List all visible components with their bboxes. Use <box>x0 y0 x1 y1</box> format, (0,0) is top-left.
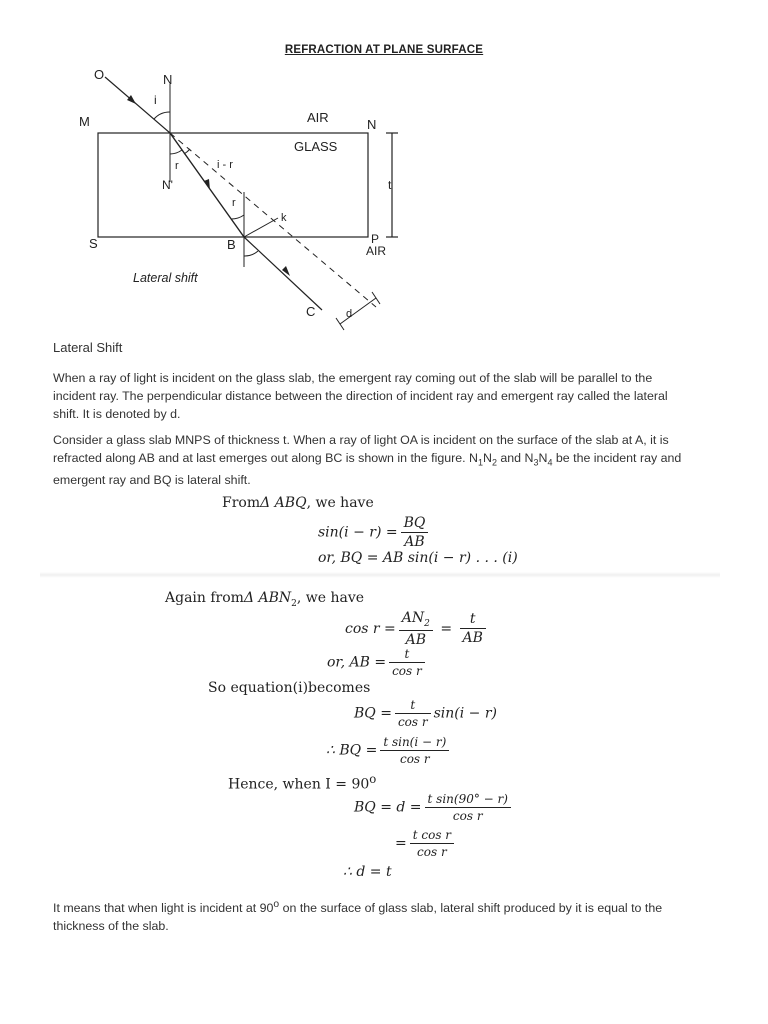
label-n-right: N <box>367 117 377 132</box>
label-r-mid: r <box>232 197 236 209</box>
diagram-caption: Lateral shift <box>133 271 198 285</box>
label-k: k <box>281 212 287 224</box>
label-o: O <box>94 67 105 82</box>
label-n-top: N <box>163 72 173 87</box>
label-c: C <box>306 304 316 319</box>
label-s: S <box>89 236 98 251</box>
math-bq-equals-d: BQ = d = $\frac{\text{t sin(90° − r)}}{\text{cos r}}$ <box>354 792 514 823</box>
incident-ray <box>105 77 170 133</box>
label-i-minus-r: i - r <box>217 159 233 171</box>
math-cos-ratio: cos r = $\frac{AN_2}{AB}$ = $\frac{t}{AB}$ <box>345 610 489 648</box>
label-n-prime: N' <box>162 178 173 192</box>
paragraph-consider-slab: Consider a glass slab MNPS of thickness t. When a ray of light OA is incident on the surface of the slab at A, it is refracted along AB and at last emerges out along BC is shown in the figure. $N_1N_2$ and $N_3N_4$ be the incident ray and emergent ray and BQ is lateral shift. <box>53 433 682 488</box>
label-t: t <box>388 178 392 192</box>
label-b: B <box>227 237 236 252</box>
math-again-from: Again fromΔ $ABN_2$, we have <box>165 590 365 609</box>
paragraph-lateral-shift-definition: When a ray of light is incident on the glass slab, the emergent ray coming out of the slab will be parallel to the incident ray. The perpendicular distance between the direction of incident ray and emergent ray called the lateral shift. It is denoted by d. <box>53 371 668 421</box>
math-t-cos-ratio: = $\frac{\text{t cos r}}{\text{cos r}}$ <box>395 828 457 859</box>
math-bq-substituted: BQ = $\frac{t}{\text{cos r}}$ sin(i − r) <box>354 698 498 729</box>
math-or-ab: or, AB = $\frac{t}{\text{cos r}}$ <box>327 647 428 678</box>
incident-extension <box>170 133 376 307</box>
math-so-equation: So equation(i)becomes <box>208 680 371 696</box>
label-i: i <box>154 93 157 107</box>
lateral-shift-diagram <box>70 62 430 332</box>
math-or-bq: or, BQ = AB sin(i − r) . . . (i) <box>318 550 518 566</box>
math-sin-ratio: sin(i − r) = $\frac{BQ}{AB}$ <box>318 515 431 550</box>
label-air-bottom: AIR <box>366 244 387 258</box>
page-title: REFRACTION AT PLANE SURFACE <box>284 44 484 56</box>
label-d: d <box>346 308 353 320</box>
math-from-abq: FromΔ ABQ, we have <box>222 495 374 511</box>
label-air-top: AIR <box>307 110 329 125</box>
section-heading: Lateral Shift <box>53 340 123 355</box>
math-final: ∴ d = t <box>343 864 392 880</box>
paragraph-conclusion: It means that when light is incident at 90$^o$ on the surface of glass slab, lateral shift produced by it is equal to the thickness of the slab. <box>53 899 663 934</box>
label-glass: GLASS <box>294 139 338 154</box>
scan-divider <box>40 572 720 578</box>
label-m: M <box>79 114 90 129</box>
label-r-top: r <box>175 160 179 172</box>
label-p: P <box>371 232 380 246</box>
math-hence-when: Hence, when $I = 90^o$ <box>228 772 377 793</box>
math-therefore-bq: ∴ BQ = $\frac{\text{t sin(i − r)}}{\text{cos r}}$ <box>326 735 452 766</box>
emergent-ray <box>244 237 322 310</box>
perpendicular-bk <box>244 218 278 237</box>
